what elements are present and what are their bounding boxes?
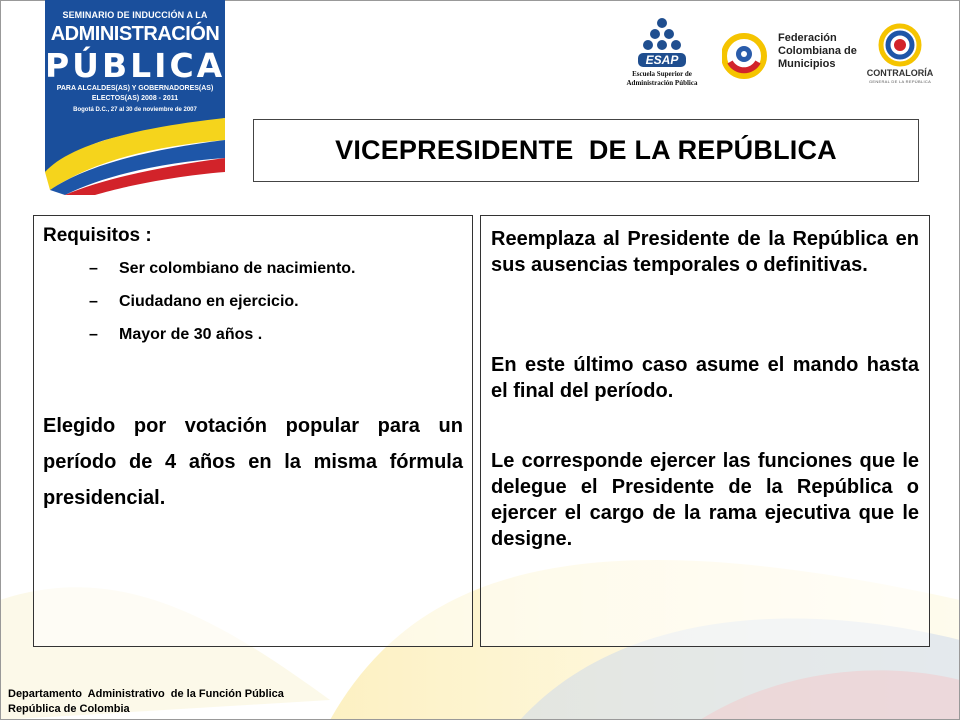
functions-paragraph-3: Le corresponde ejercer las funciones que le delegue el Presidente de la República o ejercer el cargo de la rama ejecutiva que le designe. — [491, 450, 919, 550]
dash-bullet: – — [89, 260, 98, 277]
contraloria-subtitle: GENERAL DE LA REPÚBLICA — [868, 79, 932, 84]
badge-line-2: ADMINISTRACIÓN — [50, 23, 220, 45]
functions-paragraph-2: En este último caso asume el mando hasta el final del período. — [491, 354, 919, 402]
dash-bullet: – — [89, 326, 98, 343]
footer — [8, 687, 284, 717]
slide-title-box — [253, 119, 919, 182]
badge-line-4: PARA ALCALDES(AS) Y GOBERNADORES(AS) — [56, 85, 214, 92]
slide-title: VICEPRESIDENTE DE LA REPÚBLICA — [335, 135, 837, 165]
esap-name: Escuela Superior de Administración Pública — [626, 70, 698, 87]
badge-line-6: Bogotá D.C., 27 al 30 de noviembre de 2007 — [73, 107, 197, 113]
functions-paragraph-1: Reemplaza al Presidente de la República en sus ausencias temporales o definitivas. — [491, 228, 919, 276]
contraloria-name: CONTRALORÍA — [866, 68, 934, 78]
list-item — [64, 325, 464, 344]
requirements-panel — [33, 215, 473, 647]
election-paragraph: Elegido por votación popular para un período de 4 años en la misma fórmula presidencial. — [43, 415, 463, 509]
requirements-heading: Requisitos : — [43, 225, 152, 246]
dash-bullet: – — [89, 293, 98, 310]
list-item — [64, 259, 464, 278]
requirement-text: Ciudadano en ejercicio. — [119, 293, 299, 310]
badge-line-5: ELECTOS(AS) 2008 - 2011 — [91, 95, 179, 102]
footer-country: República de Colombia — [8, 703, 130, 715]
esap-acronym: ESAP — [645, 53, 679, 67]
badge-line-1: SEMINARIO DE INDUCCIÓN A LA — [62, 10, 208, 20]
fcm-name: Federación Colombiana de Municipios — [778, 32, 857, 70]
requirement-text: Mayor de 30 años . — [119, 326, 263, 343]
seminar-badge — [45, 0, 225, 195]
badge-line-3: PÚBLICA — [45, 46, 226, 85]
requirements-list — [64, 259, 464, 358]
list-item — [64, 292, 464, 311]
requirement-text: Ser colombiano de nacimiento. — [119, 260, 356, 277]
functions-panel — [480, 215, 930, 647]
footer-department: Departamento Administrativo de la Función Pública — [8, 688, 284, 700]
